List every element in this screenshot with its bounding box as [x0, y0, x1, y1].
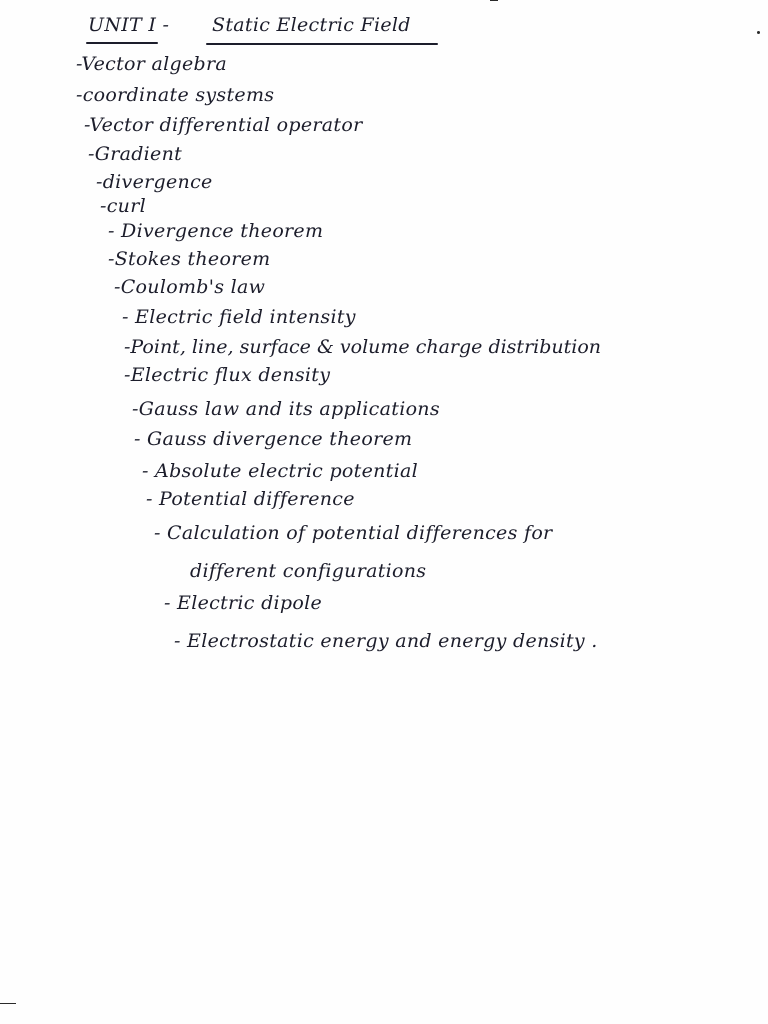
topic-line: - Calculation of potential differences for: [154, 522, 553, 544]
topic-line: -Electric flux density: [124, 364, 331, 386]
topic-line: - Gauss divergence theorem: [134, 428, 413, 450]
topic-line: -Gradient: [88, 143, 183, 165]
topic-line: -Coulomb's law: [114, 276, 266, 298]
scan-mark: [757, 31, 760, 34]
topic-line: -curl: [100, 195, 146, 217]
topic-line-continued: different configurations: [190, 560, 427, 582]
scan-mark: [0, 1003, 16, 1004]
topic-line: - Electric dipole: [164, 592, 323, 614]
topic-line: -Gauss law and its applications: [132, 398, 440, 420]
topic-line: -Point, line, surface & volume charge distribution: [124, 336, 602, 358]
topic-line: -Stokes theorem: [108, 248, 271, 270]
subject-heading: Static Electric Field: [212, 14, 411, 36]
unit-heading-underline: [86, 42, 158, 44]
topic-line: -coordinate systems: [76, 84, 275, 106]
topic-line: - Absolute electric potential: [142, 460, 418, 482]
topic-line: -divergence: [96, 171, 213, 193]
topic-line: -Vector algebra: [76, 53, 227, 75]
topic-line: - Potential difference: [146, 488, 355, 510]
unit-heading: UNIT I -: [88, 14, 170, 36]
scan-mark: [490, 0, 498, 1]
topic-line: - Electric field intensity: [122, 306, 356, 328]
subject-heading-underline: [206, 43, 438, 45]
topic-line: - Divergence theorem: [108, 220, 324, 242]
topic-line: - Electrostatic energy and energy density .: [174, 630, 598, 652]
topic-line: -Vector differential operator: [84, 114, 363, 136]
